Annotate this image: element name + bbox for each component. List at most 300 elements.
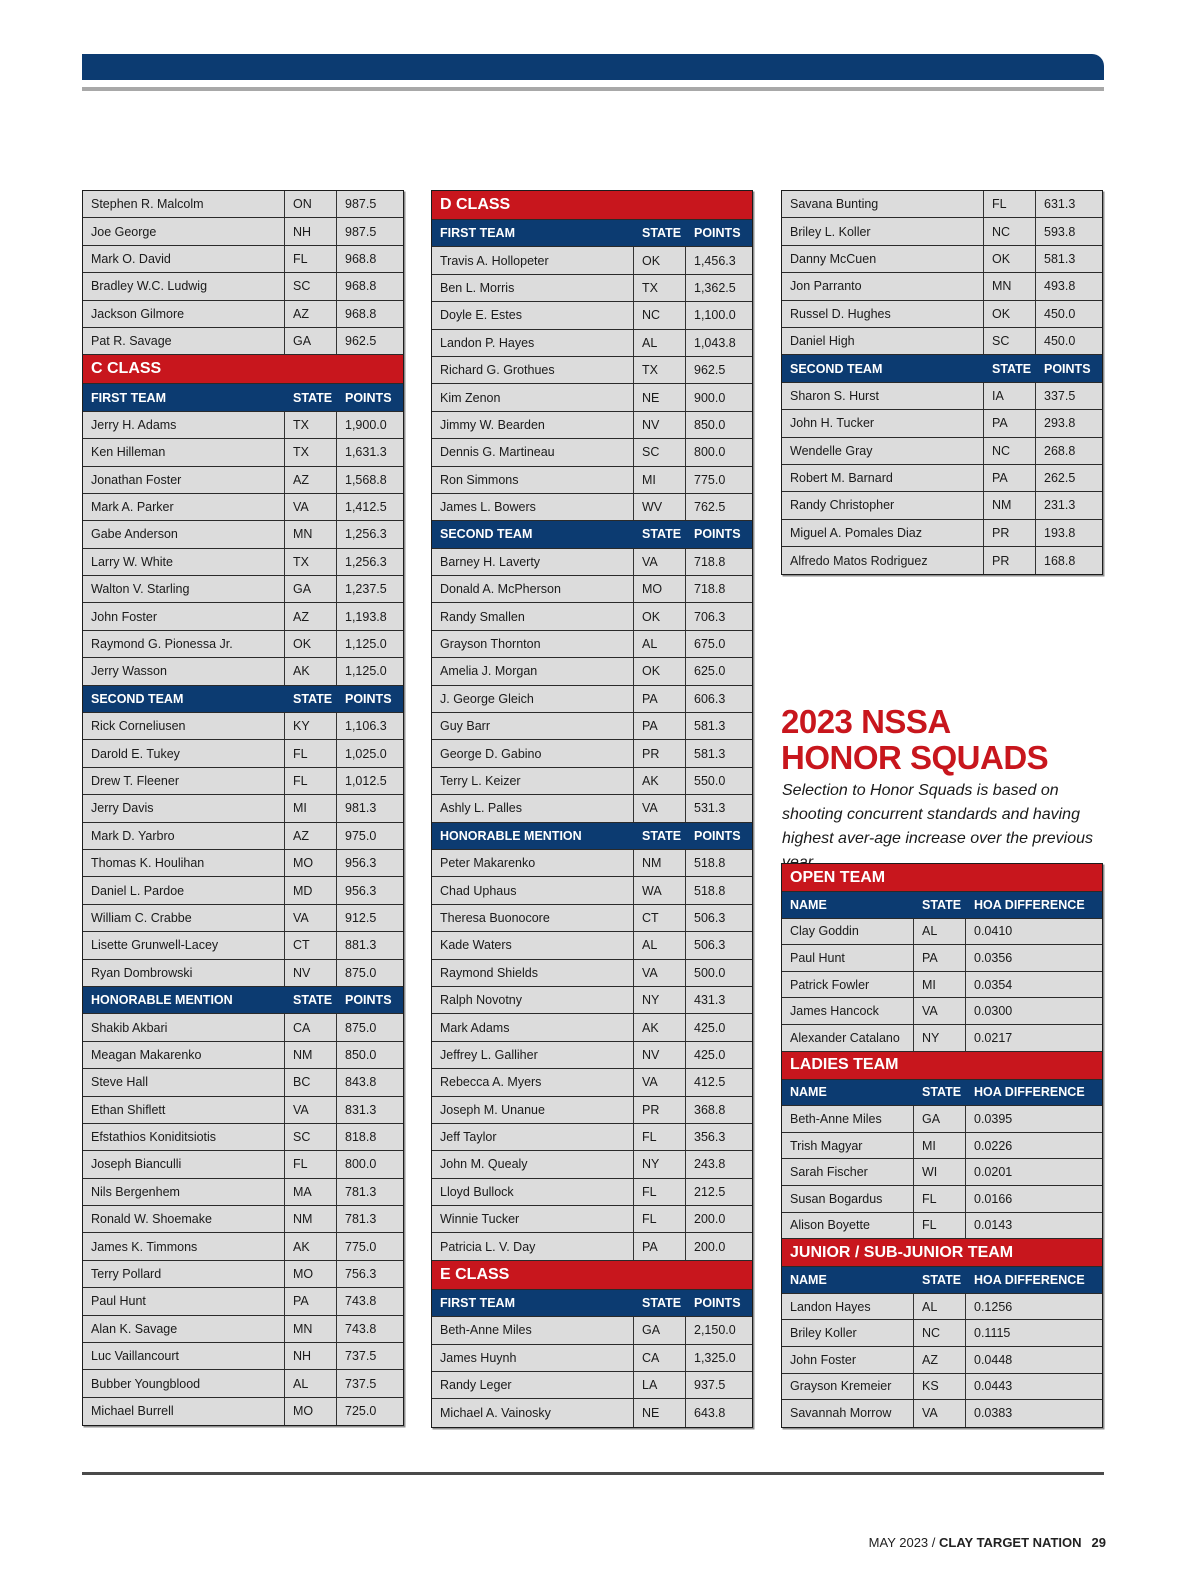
table-row [83, 1343, 403, 1370]
name-cell: Jon Parranto [782, 273, 984, 299]
points-cell: 725.0 [345, 1404, 377, 1419]
name-cell: Thomas K. Houlihan [83, 850, 285, 876]
name-cell: Randy Smallen [432, 603, 634, 629]
points-cell: 412.5 [694, 1075, 726, 1090]
state-cell: AL [285, 1370, 337, 1396]
name-cell: Joe George [83, 218, 285, 244]
points-cell: 0.0143 [974, 1218, 1013, 1233]
header-state-cell: STATE [922, 1085, 962, 1100]
page-footer [869, 1535, 1106, 1550]
class-heading-label: LADIES TEAM [790, 1056, 899, 1074]
name-cell: Steve Hall [83, 1069, 285, 1095]
name-cell: Wendelle Gray [782, 438, 984, 464]
table-row [432, 1179, 752, 1206]
state-cell: NH [285, 1343, 337, 1369]
state-cell: AL [634, 932, 686, 958]
header-name-cell: NAME [790, 1085, 827, 1100]
state-cell: TX [634, 275, 686, 301]
name-cell: Landon Hayes [782, 1294, 914, 1320]
points-cell: 762.5 [694, 500, 726, 515]
table-row [432, 1042, 752, 1069]
name-cell: Briley Koller [782, 1320, 914, 1346]
state-cell: PA [634, 1233, 686, 1259]
state-cell: WA [634, 877, 686, 903]
points-cell: 0.0166 [974, 1191, 1013, 1206]
state-cell: AL [634, 330, 686, 356]
header-points-cell: HOA DIFFERENCE [974, 1272, 1085, 1287]
state-cell: CA [285, 1014, 337, 1040]
name-cell: Daniel High [782, 328, 984, 354]
points-cell: 850.0 [694, 417, 726, 432]
page-number: 29 [1091, 1535, 1106, 1550]
points-cell: 1,256.3 [345, 554, 387, 569]
points-cell: 193.8 [1044, 525, 1076, 540]
class-heading-label: D CLASS [440, 196, 511, 213]
points-cell: 875.0 [345, 1020, 377, 1035]
header-points-cell: HOA DIFFERENCE [974, 1085, 1085, 1100]
table-row [432, 1372, 752, 1399]
table-header-row [432, 220, 752, 247]
name-cell: Raymond Shields [432, 960, 634, 986]
points-cell: 1,900.0 [345, 417, 387, 432]
table-row [782, 410, 1102, 437]
state-cell: NC [634, 302, 686, 328]
name-cell: Joseph M. Unanue [432, 1097, 634, 1123]
table-row [83, 246, 403, 273]
name-cell: Rick Corneliusen [83, 713, 285, 739]
points-cell: 737.5 [345, 1376, 377, 1391]
honor-squads-table [781, 863, 1103, 1428]
header-state-cell: STATE [642, 828, 682, 843]
table-row [83, 467, 403, 494]
points-cell: 631.3 [1044, 197, 1076, 212]
state-cell: NC [984, 218, 1036, 244]
table-row [782, 246, 1102, 273]
name-cell: Ryan Dombrowski [83, 960, 285, 986]
state-cell: GA [285, 328, 337, 354]
table-row [782, 520, 1102, 547]
table-row [83, 191, 403, 218]
class-heading [782, 864, 1102, 892]
name-cell: William C. Crabbe [83, 905, 285, 931]
table-row [432, 302, 752, 329]
table-row [782, 492, 1102, 519]
footer-rule [82, 1472, 1104, 1475]
state-cell: NY [634, 1151, 686, 1177]
table-row [83, 494, 403, 521]
name-cell: Mark Adams [432, 1014, 634, 1040]
results-column-right [781, 190, 1103, 575]
table-row [432, 960, 752, 987]
name-cell: Michael Burrell [83, 1398, 285, 1425]
state-cell: PR [984, 547, 1036, 574]
name-cell: Richard G. Grothues [432, 357, 634, 383]
table-row [782, 218, 1102, 245]
points-cell: 500.0 [694, 965, 726, 980]
table-row [83, 1398, 403, 1425]
name-cell: Savana Bunting [782, 191, 984, 217]
table-row [782, 972, 1102, 999]
state-cell: VA [634, 1069, 686, 1095]
honor-squads-description: Selection to Honor Squads is based on shooting concurrent standards and having highest aver-age increase over the previous [782, 782, 1093, 847]
state-cell: OK [634, 603, 686, 629]
points-cell: 962.5 [345, 334, 377, 349]
points-cell: 1,012.5 [345, 774, 387, 788]
table-row [782, 998, 1102, 1025]
footer-magazine: CLAY TARGET NATION [939, 1535, 1082, 1550]
name-cell: Bradley W.C. Ludwig [83, 273, 285, 299]
points-cell: 737.5 [345, 1349, 377, 1364]
points-cell: 850.0 [345, 1047, 377, 1062]
points-cell: 1,106.3 [345, 719, 387, 734]
name-cell: Savannah Morrow [782, 1400, 914, 1427]
name-cell: Paul Hunt [83, 1288, 285, 1314]
name-cell: Danny McCuen [782, 246, 984, 272]
table-row [83, 713, 403, 740]
table-row [432, 357, 752, 384]
table-row [782, 547, 1102, 574]
state-cell: MI [914, 1133, 966, 1159]
state-cell: MO [285, 1261, 337, 1287]
state-cell: KS [914, 1374, 966, 1400]
table-row [83, 1097, 403, 1124]
points-cell: 781.3 [345, 1212, 377, 1227]
state-cell: VA [285, 1097, 337, 1123]
state-cell: WI [914, 1159, 966, 1185]
table-row [432, 412, 752, 439]
state-cell: AK [634, 768, 686, 794]
class-heading-label: E CLASS [440, 1265, 510, 1283]
points-cell: 975.0 [345, 828, 377, 843]
header-name-cell: SECOND TEAM [91, 691, 184, 706]
state-cell: CT [285, 932, 337, 958]
state-cell: PA [914, 945, 966, 971]
name-cell: Randy Leger [432, 1372, 634, 1398]
name-cell: Landon P. Hayes [432, 330, 634, 356]
state-cell: ON [285, 191, 337, 217]
header-state-cell: STATE [922, 1272, 962, 1287]
results-column-left [82, 190, 404, 1426]
name-cell: Lisette Grunwell-Lacey [83, 932, 285, 958]
state-cell: SC [634, 439, 686, 465]
table-row [83, 549, 403, 576]
name-cell: Sharon S. Hurst [782, 383, 984, 409]
name-cell: John H. Tucker [782, 410, 984, 436]
table-header-row [782, 1080, 1102, 1107]
points-cell: 781.3 [345, 1184, 377, 1199]
state-cell: AZ [285, 823, 337, 849]
name-cell: James K. Timmons [83, 1233, 285, 1259]
state-cell: OK [984, 301, 1036, 327]
name-cell: Jerry H. Adams [83, 412, 285, 438]
table-row [782, 1025, 1102, 1052]
state-cell: AL [914, 1294, 966, 1320]
points-cell: 1,193.8 [345, 609, 387, 624]
points-cell: 775.0 [694, 472, 726, 487]
header-name-cell: SECOND TEAM [790, 361, 883, 376]
points-cell: 581.3 [694, 746, 726, 761]
header-points-cell: POINTS [694, 828, 741, 843]
table-row [83, 1042, 403, 1069]
table-row [432, 987, 752, 1014]
table-header-row [782, 355, 1102, 382]
table-row [432, 1233, 752, 1260]
points-cell: 981.3 [345, 801, 377, 816]
header-name-cell: FIRST TEAM [440, 1296, 515, 1311]
table-header-row [782, 892, 1102, 919]
state-cell: FL [914, 1186, 966, 1212]
points-cell: 1,256.3 [345, 527, 387, 542]
table-row [432, 1399, 752, 1426]
name-cell: Paul Hunt [782, 945, 914, 971]
state-cell: AK [634, 1014, 686, 1040]
table-row [432, 1345, 752, 1372]
name-cell: Nils Bergenhem [83, 1179, 285, 1205]
header-state-cell: STATE [922, 897, 962, 912]
honor-title-line2: HONOR SQUADS [781, 739, 1049, 776]
name-cell: Darold E. Tukey [83, 740, 285, 766]
state-cell: NM [285, 1042, 337, 1068]
points-cell: 0.0448 [974, 1352, 1013, 1367]
name-cell: Terry Pollard [83, 1261, 285, 1287]
state-cell: PA [634, 713, 686, 739]
state-cell: FL [285, 740, 337, 766]
name-cell: Clay Goddin [782, 919, 914, 945]
honor-squads-title [781, 704, 1121, 776]
table-row [83, 932, 403, 959]
name-cell: Alan K. Savage [83, 1316, 285, 1342]
name-cell: Kim Zenon [432, 384, 634, 410]
state-cell: PA [984, 465, 1036, 491]
header-points-cell: POINTS [1044, 361, 1091, 376]
table-row [432, 467, 752, 494]
state-cell: FL [285, 1151, 337, 1177]
header-points-cell: POINTS [694, 226, 741, 241]
state-cell: AL [634, 631, 686, 657]
points-cell: 493.8 [1044, 279, 1076, 294]
name-cell: James Huynh [432, 1345, 634, 1371]
table-row [432, 494, 752, 521]
points-cell: 0.0201 [974, 1165, 1013, 1180]
header-name-cell: NAME [790, 1272, 827, 1287]
name-cell: Pat R. Savage [83, 328, 285, 354]
name-cell: Miguel A. Pomales Diaz [782, 520, 984, 546]
name-cell: Bubber Youngblood [83, 1370, 285, 1396]
points-cell: 0.0217 [974, 1030, 1013, 1045]
table-row [782, 301, 1102, 328]
state-cell: MD [285, 877, 337, 903]
table-row [83, 768, 403, 795]
name-cell: Chad Uphaus [432, 877, 634, 903]
state-cell: SC [285, 273, 337, 299]
points-cell: 718.8 [694, 582, 726, 597]
state-cell: AZ [285, 603, 337, 629]
points-cell: 1,125.0 [345, 637, 387, 652]
table-row [83, 218, 403, 245]
points-cell: 0.0395 [974, 1111, 1013, 1126]
state-cell: BC [285, 1069, 337, 1095]
table-row [432, 1317, 752, 1344]
table-row [782, 1106, 1102, 1133]
table-row [432, 850, 752, 877]
points-cell: 956.3 [345, 856, 377, 871]
table-row [83, 850, 403, 877]
state-cell: KY [285, 713, 337, 739]
points-cell: 593.8 [1044, 224, 1076, 239]
state-cell: LA [634, 1372, 686, 1398]
state-cell: NM [984, 492, 1036, 518]
name-cell: Ben L. Morris [432, 275, 634, 301]
state-cell: VA [914, 1400, 966, 1427]
name-cell: Rebecca A. Myers [432, 1069, 634, 1095]
header-rule [82, 87, 1104, 91]
table-header-row [83, 384, 403, 411]
name-cell: Larry W. White [83, 549, 285, 575]
class-heading [83, 355, 403, 384]
name-cell: Jonathan Foster [83, 467, 285, 493]
points-cell: 675.0 [694, 637, 726, 652]
footer-date: MAY 2023 / [868, 1535, 939, 1550]
state-cell: AK [285, 658, 337, 684]
header-points-cell: POINTS [694, 527, 741, 542]
points-cell: 643.8 [694, 1406, 726, 1421]
table-row [83, 1316, 403, 1343]
points-cell: 831.3 [345, 1102, 377, 1117]
name-cell: Lloyd Bullock [432, 1179, 634, 1205]
name-cell: Trish Magyar [782, 1133, 914, 1159]
table-row [432, 631, 752, 658]
class-heading [432, 191, 752, 220]
name-cell: Mark A. Parker [83, 494, 285, 520]
points-cell: 0.0383 [974, 1406, 1013, 1421]
class-heading-label: C CLASS [91, 360, 162, 378]
table-row [432, 686, 752, 713]
state-cell: NY [634, 987, 686, 1013]
name-cell: Amelia J. Morgan [432, 658, 634, 684]
name-cell: Efstathios Koniditsiotis [83, 1124, 285, 1150]
name-cell: Beth-Anne Miles [782, 1106, 914, 1132]
state-cell: MN [285, 521, 337, 547]
name-cell: Susan Bogardus [782, 1186, 914, 1212]
state-cell: MO [285, 1398, 337, 1425]
header-state-cell: STATE [293, 993, 333, 1008]
name-cell: Mark O. David [83, 246, 285, 272]
state-cell: NM [285, 1206, 337, 1232]
name-cell: Grayson Kremeier [782, 1374, 914, 1400]
state-cell: IA [984, 383, 1036, 409]
class-heading-label: OPEN TEAM [790, 868, 886, 886]
header-state-cell: STATE [642, 1296, 682, 1311]
name-cell: Doyle E. Estes [432, 302, 634, 328]
state-cell: MO [634, 576, 686, 602]
state-cell: FL [914, 1213, 966, 1239]
points-cell: 900.0 [694, 390, 726, 405]
state-cell: OK [634, 658, 686, 684]
table-row [83, 1261, 403, 1288]
points-cell: 0.0443 [974, 1379, 1013, 1394]
name-cell: Shakib Akbari [83, 1014, 285, 1040]
points-cell: 962.5 [694, 363, 726, 378]
state-cell: VA [634, 960, 686, 986]
state-cell: PR [984, 520, 1036, 546]
points-cell: 0.0410 [974, 924, 1013, 939]
state-cell: AZ [285, 467, 337, 493]
name-cell: Sarah Fischer [782, 1159, 914, 1185]
header-points-cell: POINTS [345, 691, 392, 706]
name-cell: Donald A. McPherson [432, 576, 634, 602]
state-cell: VA [634, 795, 686, 821]
table-row [782, 945, 1102, 972]
points-cell: 425.0 [694, 1020, 726, 1035]
table-row [782, 919, 1102, 946]
points-cell: 168.8 [1044, 553, 1076, 568]
state-cell: NV [285, 960, 337, 986]
state-cell: OK [984, 246, 1036, 272]
points-cell: 581.3 [694, 719, 726, 734]
table-row [83, 1370, 403, 1397]
state-cell: FL [285, 246, 337, 272]
points-cell: 1,325.0 [694, 1350, 736, 1365]
table-row [782, 383, 1102, 410]
points-cell: 625.0 [694, 664, 726, 679]
table-row [83, 795, 403, 822]
table-row [83, 1288, 403, 1315]
name-cell: Ronald W. Shoemake [83, 1206, 285, 1232]
name-cell: Terry L. Keizer [432, 768, 634, 794]
state-cell: FL [634, 1179, 686, 1205]
table-row [83, 412, 403, 439]
state-cell: MI [914, 972, 966, 998]
table-row [782, 1400, 1102, 1427]
state-cell: TX [285, 412, 337, 438]
header-points-cell: HOA DIFFERENCE [974, 897, 1085, 912]
state-cell: FL [285, 768, 337, 794]
table-row [432, 576, 752, 603]
state-cell: FL [984, 191, 1036, 217]
state-cell: NH [285, 218, 337, 244]
points-cell: 800.0 [345, 1157, 377, 1172]
points-cell: 1,100.0 [694, 308, 736, 323]
table-row [83, 1179, 403, 1206]
state-cell: NY [914, 1025, 966, 1051]
name-cell: Walton V. Starling [83, 576, 285, 602]
points-cell: 293.8 [1044, 416, 1076, 431]
header-name-cell: NAME [790, 897, 827, 912]
name-cell: John Foster [83, 603, 285, 629]
points-cell: 1,456.3 [694, 253, 736, 268]
table-row [432, 658, 752, 685]
points-cell: 0.0354 [974, 977, 1013, 992]
table-row [83, 1233, 403, 1260]
name-cell: John M. Quealy [432, 1151, 634, 1177]
table-row [83, 1124, 403, 1151]
name-cell: Alfredo Matos Rodriguez [782, 547, 984, 574]
table-row [83, 1014, 403, 1041]
points-cell: 0.1115 [974, 1326, 1011, 1341]
points-cell: 450.0 [1044, 334, 1076, 349]
points-cell: 987.5 [345, 197, 377, 212]
points-cell: 956.3 [345, 883, 377, 898]
table-header-row [432, 521, 752, 548]
name-cell: Patricia L. V. Day [432, 1233, 634, 1259]
state-cell: PA [984, 410, 1036, 436]
name-cell: George D. Gabino [432, 740, 634, 766]
points-cell: 775.0 [345, 1239, 377, 1254]
name-cell: Theresa Buonocore [432, 905, 634, 931]
state-cell: OK [285, 631, 337, 657]
table-row [432, 713, 752, 740]
points-cell: 243.8 [694, 1157, 726, 1172]
